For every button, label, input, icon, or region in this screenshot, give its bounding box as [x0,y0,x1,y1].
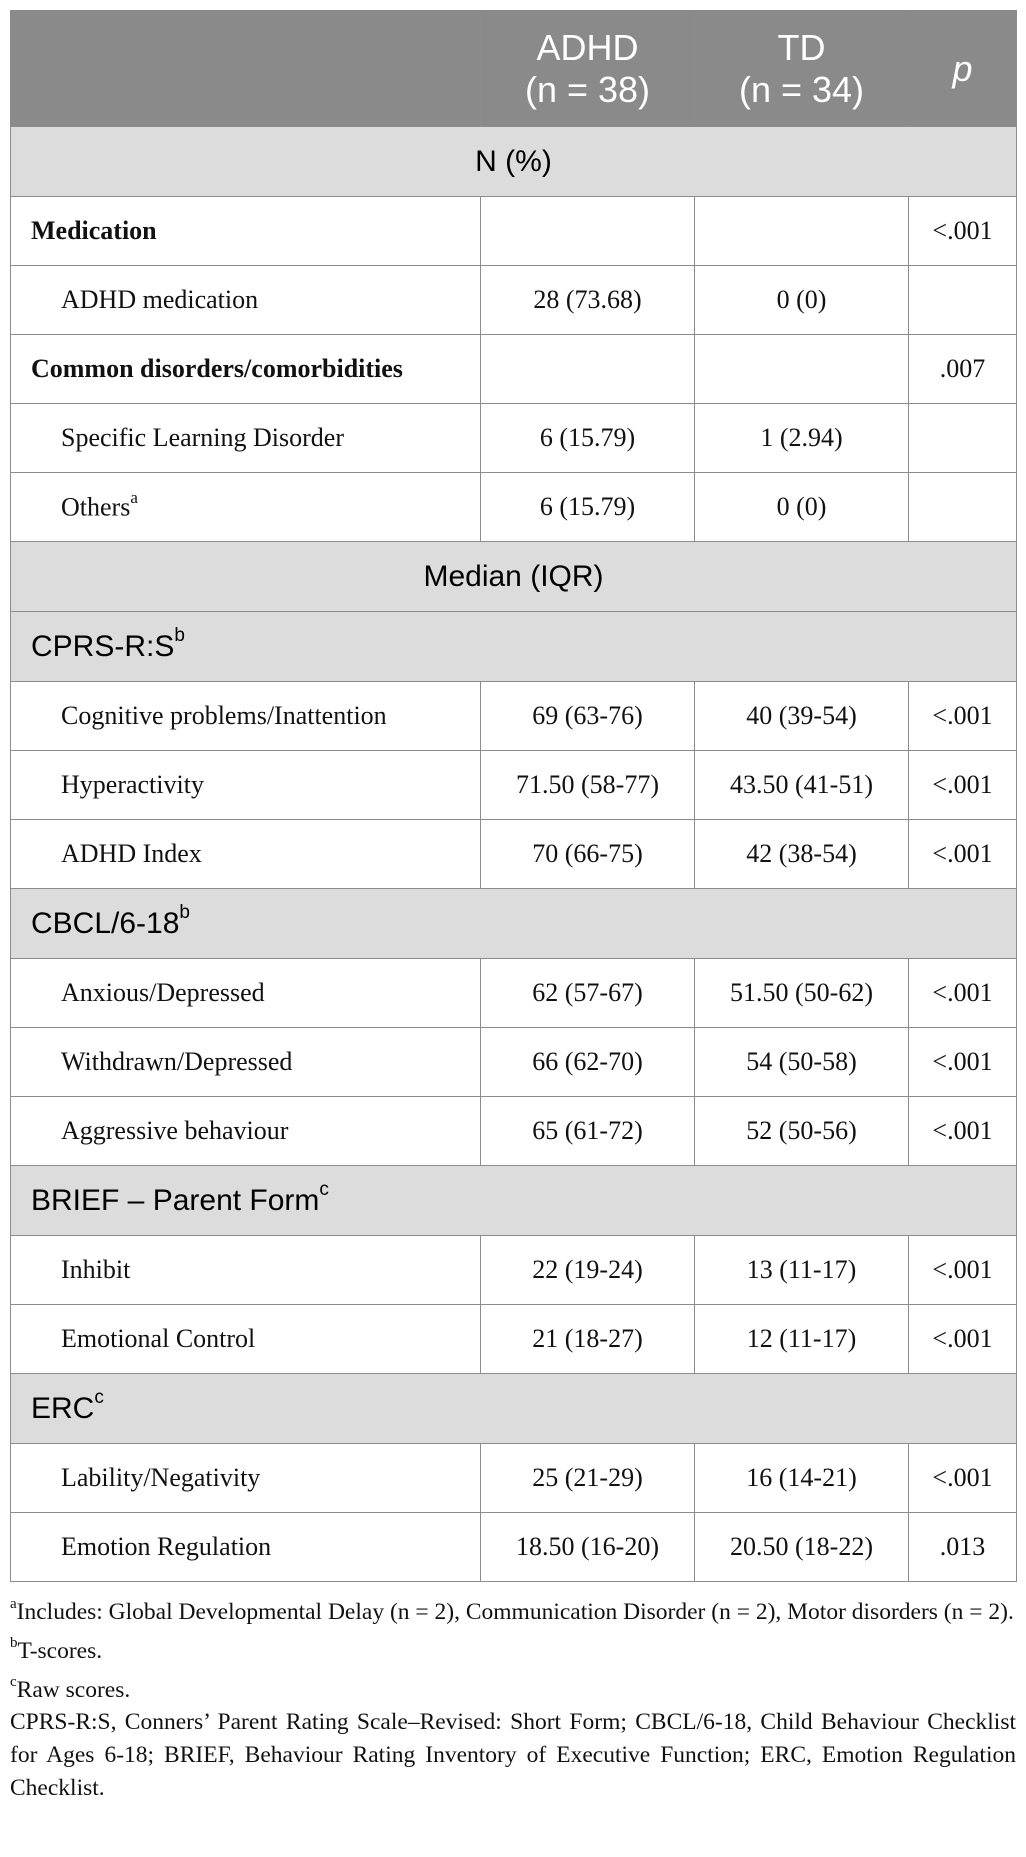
table-row [11,1444,1017,1513]
table-row [11,751,1017,820]
table-row [11,1028,1017,1097]
section-row-median-iqr [11,542,1017,612]
cell-td: 51.50 (50-62) [695,959,909,1028]
table-row [11,266,1017,335]
cell-td: 12 (11-17) [695,1305,909,1374]
cell-adhd: 70 (66-75) [481,820,695,889]
footnote-text: T-scores. [17,1637,103,1664]
section-erc [11,1374,1017,1444]
cell-td: 43.50 (41-51) [695,751,909,820]
header-p-label: p [952,47,973,89]
row-label: Medication [11,197,481,266]
header-adhd [481,11,695,127]
section-label: CBCL/6-18 [31,907,180,940]
table-row [11,682,1017,751]
table-row [11,1097,1017,1166]
cell-p: <.001 [909,959,1017,1028]
footnote-marker: c [319,1179,329,1200]
table-row [11,1236,1017,1305]
cell-adhd [481,197,695,266]
header-empty-cell [11,11,481,127]
row-label-others [11,473,481,542]
cell-td: 0 (0) [695,266,909,335]
row-label: Inhibit [11,1236,481,1305]
row-label: Cognitive problems/Inattention [11,682,481,751]
row-label: Hyperactivity [11,751,481,820]
cell-p: .007 [909,335,1017,404]
cell-td: 42 (38-54) [695,820,909,889]
cell-td: 52 (50-56) [695,1097,909,1166]
footnote-b [10,1629,1016,1668]
cell-p: <.001 [909,1097,1017,1166]
section-label: BRIEF – Parent Form [31,1184,320,1217]
header-td-name: TD [777,26,826,68]
footnote-marker: b [174,625,185,646]
cell-td: 13 (11-17) [695,1236,909,1305]
cell-adhd: 69 (63-76) [481,682,695,751]
cell-adhd: 28 (73.68) [481,266,695,335]
footnote-text: Includes: Global Developmental Delay (n = 2), Communication Disorder (n = 2), Motor disorders (n = 2). [16,1598,1014,1625]
abbreviations-note: CPRS-R:S, Conners’ Parent Rating Scale–Revised: Short Form; CBCL/6-18, Child Behaviour Checklist for Ages 6-18; BRIEF, Behaviour Rating Inventory of Executive Function; ERC, Emotion Regulation Checklist. [10,1709,1016,1802]
cell-p: <.001 [909,820,1017,889]
section-cbcl [11,889,1017,959]
cell-p: <.001 [909,1028,1017,1097]
row-label: Anxious/Depressed [11,959,481,1028]
results-table [10,10,1017,1582]
cell-p: <.001 [909,1236,1017,1305]
footnote-marker: a [130,488,138,508]
footnote-marker: b [179,902,190,923]
row-label: Emotion Regulation [11,1513,481,1582]
table-row [11,820,1017,889]
footnote-text: Raw scores. [16,1676,131,1703]
row-label-text: Others [61,492,131,522]
header-adhd-n: (n = 38) [524,68,651,110]
cell-adhd: 22 (19-24) [481,1236,695,1305]
cell-adhd: 6 (15.79) [481,473,695,542]
cell-adhd: 71.50 (58-77) [481,751,695,820]
cell-adhd: 21 (18-27) [481,1305,695,1374]
cell-adhd: 25 (21-29) [481,1444,695,1513]
cell-p: <.001 [909,682,1017,751]
cell-td: 16 (14-21) [695,1444,909,1513]
cell-td [695,197,909,266]
cell-p: <.001 [909,751,1017,820]
row-label: Withdrawn/Depressed [11,1028,481,1097]
table-row [11,335,1017,404]
section-label: ERC [31,1392,95,1425]
footnote-marker: c [94,1387,104,1408]
cell-adhd: 62 (57-67) [481,959,695,1028]
footnote-marker: c [10,1673,17,1690]
section-row-n-percent [11,127,1017,197]
cell-td: 0 (0) [695,473,909,542]
header-td [695,11,909,127]
section-label: CPRS-R:S [31,630,175,663]
header-adhd-name: ADHD [536,26,639,68]
cell-p [909,266,1017,335]
table-footnotes [10,1590,1016,1805]
row-label: Specific Learning Disorder [11,404,481,473]
header-td-n: (n = 34) [738,68,865,110]
results-table-figure [10,10,1016,1805]
table-row [11,1513,1017,1582]
cell-adhd: 65 (61-72) [481,1097,695,1166]
section-row-brief [11,1166,1017,1236]
cell-adhd: 66 (62-70) [481,1028,695,1097]
footnote-a [10,1590,1016,1629]
cell-td: 54 (50-58) [695,1028,909,1097]
row-label: Lability/Negativity [11,1444,481,1513]
row-label: ADHD Index [11,820,481,889]
table-row [11,959,1017,1028]
row-label: ADHD medication [11,266,481,335]
cell-td: 1 (2.94) [695,404,909,473]
cell-p [909,404,1017,473]
section-median-iqr: Median (IQR) [11,542,1017,612]
cell-adhd: 18.50 (16-20) [481,1513,695,1582]
section-n-percent: N (%) [11,127,1017,197]
cell-adhd [481,335,695,404]
section-row-erc [11,1374,1017,1444]
cell-p [909,473,1017,542]
header-p [909,11,1017,127]
row-label: Aggressive behaviour [11,1097,481,1166]
row-label: Emotional Control [11,1305,481,1374]
footnote-marker: a [10,1596,17,1612]
cell-td: 40 (39-54) [695,682,909,751]
cell-td: 20.50 (18-22) [695,1513,909,1582]
section-brief [11,1166,1017,1236]
cell-p: <.001 [909,1305,1017,1374]
table-row [11,197,1017,266]
cell-p: <.001 [909,1444,1017,1513]
footnote-c [10,1668,1016,1707]
table-row [11,1305,1017,1374]
cell-p: .013 [909,1513,1017,1582]
cell-adhd: 6 (15.79) [481,404,695,473]
table-row [11,473,1017,542]
table-row [11,404,1017,473]
cell-p: <.001 [909,197,1017,266]
cell-td [695,335,909,404]
section-row-cprs [11,612,1017,682]
section-row-cbcl [11,889,1017,959]
section-cprs [11,612,1017,682]
header-row [11,11,1017,127]
footnote-marker: b [10,1634,18,1651]
row-label: Common disorders/comorbidities [11,335,481,404]
